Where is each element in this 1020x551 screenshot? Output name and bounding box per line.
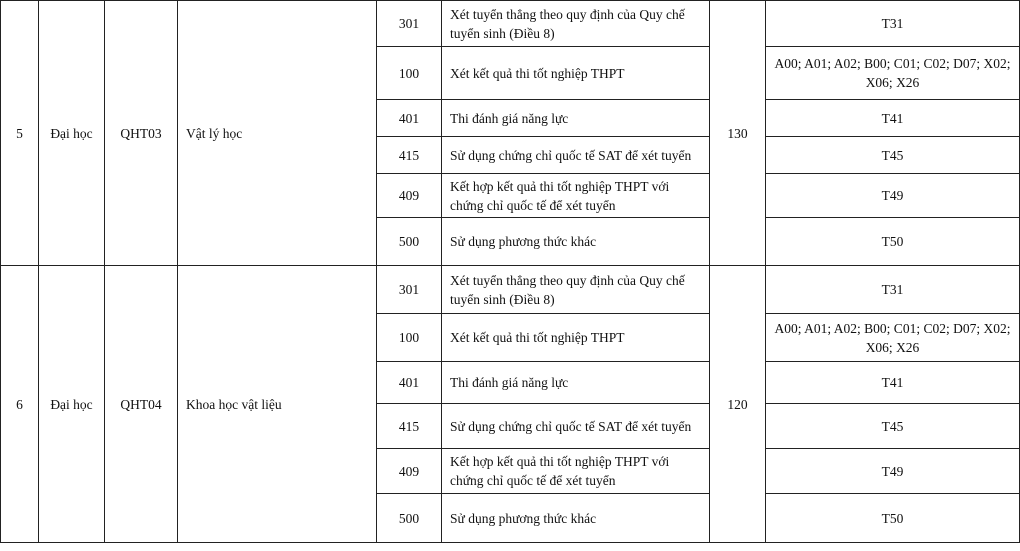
combo-cell: T45 — [766, 137, 1020, 174]
method-code-cell: 301 — [377, 1, 442, 47]
combo-cell: T49 — [766, 174, 1020, 218]
stt-cell: 5 — [1, 1, 39, 266]
method-code-cell: 500 — [377, 494, 442, 543]
combo-cell: T41 — [766, 362, 1020, 404]
combo-cell: T49 — [766, 449, 1020, 494]
method-code-cell: 409 — [377, 449, 442, 494]
method-name-cell: Xét tuyển thẳng theo quy định của Quy chế tuyển sinh (Điều 8) — [442, 1, 710, 47]
level-cell: Đại học — [39, 266, 105, 543]
combo-cell: T41 — [766, 100, 1020, 137]
table-row — [1, 266, 1020, 314]
method-name-cell: Xét tuyển thẳng theo quy định của Quy chế tuyển sinh (Điều 8) — [442, 266, 710, 314]
combo-cell: A00; A01; A02; B00; C01; C02; D07; X02; X06; X26 — [766, 314, 1020, 362]
method-code-cell: 100 — [377, 47, 442, 100]
method-name-cell: Xét kết quả thi tốt nghiệp THPT — [442, 47, 710, 100]
method-name-cell: Sử dụng chứng chỉ quốc tế SAT để xét tuyển — [442, 404, 710, 449]
method-code-cell: 401 — [377, 100, 442, 137]
combo-cell: T31 — [766, 266, 1020, 314]
program-code-cell: QHT04 — [105, 266, 178, 543]
program-name-cell: Khoa học vật liệu — [178, 266, 377, 543]
method-code-cell: 301 — [377, 266, 442, 314]
quota-cell: 130 — [710, 1, 766, 266]
combo-cell: T45 — [766, 404, 1020, 449]
method-name-cell: Thi đánh giá năng lực — [442, 100, 710, 137]
method-name-cell: Xét kết quả thi tốt nghiệp THPT — [442, 314, 710, 362]
method-code-cell: 415 — [377, 404, 442, 449]
method-code-cell: 415 — [377, 137, 442, 174]
method-name-cell: Sử dụng phương thức khác — [442, 494, 710, 543]
method-name-cell: Kết hợp kết quả thi tốt nghiệp THPT với chứng chỉ quốc tế để xét tuyển — [442, 449, 710, 494]
stt-cell: 6 — [1, 266, 39, 543]
method-code-cell: 409 — [377, 174, 442, 218]
program-code-cell: QHT03 — [105, 1, 178, 266]
combo-cell: T50 — [766, 494, 1020, 543]
combo-cell: T31 — [766, 1, 1020, 47]
quota-cell: 120 — [710, 266, 766, 543]
method-code-cell: 100 — [377, 314, 442, 362]
combo-cell: A00; A01; A02; B00; C01; C02; D07; X02; X06; X26 — [766, 47, 1020, 100]
method-name-cell: Thi đánh giá năng lực — [442, 362, 710, 404]
program-name-cell: Vật lý học — [178, 1, 377, 266]
combo-cell: T50 — [766, 218, 1020, 266]
method-name-cell: Sử dụng phương thức khác — [442, 218, 710, 266]
level-cell: Đại học — [39, 1, 105, 266]
table-row — [1, 1, 1020, 47]
method-code-cell: 401 — [377, 362, 442, 404]
method-code-cell: 500 — [377, 218, 442, 266]
method-name-cell: Sử dụng chứng chỉ quốc tế SAT để xét tuyển — [442, 137, 710, 174]
method-name-cell: Kết hợp kết quả thi tốt nghiệp THPT với chứng chỉ quốc tế để xét tuyển — [442, 174, 710, 218]
